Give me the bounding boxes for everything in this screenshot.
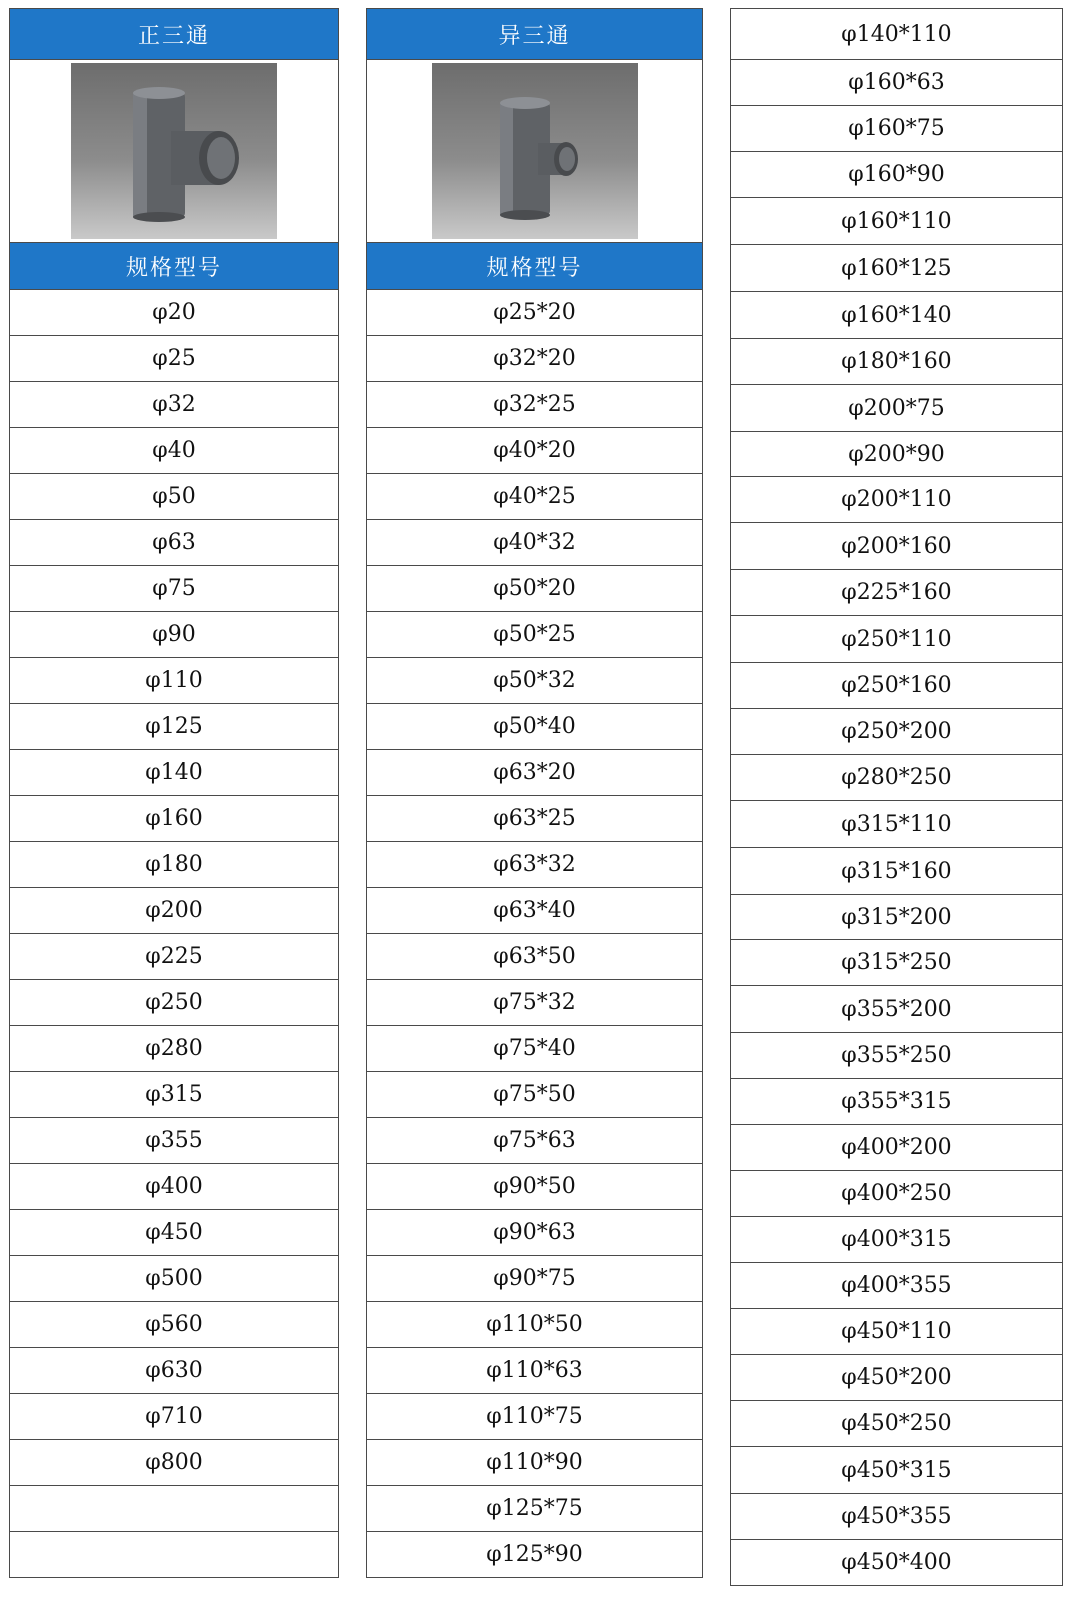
reducing-tee-continued-table	[730, 8, 1063, 1586]
equal-tee-pipe-fitting-icon	[71, 63, 277, 239]
spec-cell: φ110	[10, 658, 339, 704]
reducing-tee-title: 异三通	[367, 9, 703, 60]
spec-cell: φ180*160	[731, 339, 1063, 385]
spec-cell: φ450	[10, 1210, 339, 1256]
spec-cell: φ140*110	[731, 9, 1063, 60]
spec-cell: φ50*32	[367, 658, 703, 704]
spec-cell: φ315*110	[731, 801, 1063, 848]
spec-cell: φ160*140	[731, 292, 1063, 339]
spec-cell: φ63*40	[367, 888, 703, 934]
spec-cell: φ110*75	[367, 1394, 703, 1440]
spec-cell: φ63*32	[367, 842, 703, 888]
spec-cell: φ32*20	[367, 336, 703, 382]
spec-cell: φ40	[10, 428, 339, 474]
spec-cell: φ63*50	[367, 934, 703, 980]
spec-cell: φ250*110	[731, 616, 1063, 663]
spec-cell: φ50	[10, 474, 339, 520]
spec-cell: φ75*40	[367, 1026, 703, 1072]
spec-cell: φ315*160	[731, 848, 1063, 895]
spec-cell: φ450*315	[731, 1447, 1063, 1494]
reducing-tee-continued-column	[730, 8, 1063, 1586]
spec-cell: φ355*315	[731, 1079, 1063, 1125]
reducing-tee-table-column	[366, 8, 703, 1578]
equal-tee-table	[9, 8, 339, 1578]
spec-cell: φ400*355	[731, 1263, 1063, 1309]
spec-cell: φ400	[10, 1164, 339, 1210]
spec-cell: φ90	[10, 612, 339, 658]
spec-cell: φ450*200	[731, 1355, 1063, 1401]
spec-cell: φ160*125	[731, 245, 1063, 292]
spec-cell: φ280*250	[731, 755, 1063, 801]
spec-cell: φ125*75	[367, 1486, 703, 1532]
equal-tee-title: 正三通	[10, 9, 339, 60]
spec-cell: φ250*200	[731, 709, 1063, 755]
spec-cell: φ110*90	[367, 1440, 703, 1486]
spec-cell: φ250	[10, 980, 339, 1026]
spec-cell: φ25*20	[367, 290, 703, 336]
spec-cell: φ160*110	[731, 198, 1063, 245]
spec-cell: φ75*63	[367, 1118, 703, 1164]
spec-cell: φ63*20	[367, 750, 703, 796]
spec-cell: φ200*90	[731, 432, 1063, 477]
spec-cell: φ250*160	[731, 663, 1063, 709]
spec-cell: φ63*25	[367, 796, 703, 842]
spec-cell: φ200	[10, 888, 339, 934]
spec-cell: φ125*90	[367, 1532, 703, 1578]
spec-cell: φ225	[10, 934, 339, 980]
reducing-tee-table	[366, 8, 703, 1578]
spec-cell: φ75*50	[367, 1072, 703, 1118]
spec-cell: φ75	[10, 566, 339, 612]
spec-cell: φ400*250	[731, 1171, 1063, 1217]
spec-cell: φ50*25	[367, 612, 703, 658]
spec-cell: φ40*25	[367, 474, 703, 520]
spec-cell: φ200*75	[731, 385, 1063, 432]
spec-cell: φ40*32	[367, 520, 703, 566]
spec-cell: φ32	[10, 382, 339, 428]
spec-cell: φ280	[10, 1026, 339, 1072]
spec-cell: φ160*90	[731, 152, 1063, 198]
reducing-tee-subtitle: 规格型号	[367, 243, 703, 290]
spec-cell: φ20	[10, 290, 339, 336]
spec-cell: φ50*40	[367, 704, 703, 750]
spec-cell: φ75*32	[367, 980, 703, 1026]
spec-cell: φ710	[10, 1394, 339, 1440]
spec-cell	[10, 1532, 339, 1578]
reducing-tee-image-cell	[367, 60, 703, 243]
spec-cell: φ500	[10, 1256, 339, 1302]
spec-cell: φ450*250	[731, 1401, 1063, 1447]
spec-cell: φ160	[10, 796, 339, 842]
spec-cell: φ180	[10, 842, 339, 888]
spec-cell: φ225*160	[731, 570, 1063, 616]
spec-cell: φ40*20	[367, 428, 703, 474]
spec-cell: φ355*250	[731, 1033, 1063, 1079]
spec-cell: φ315	[10, 1072, 339, 1118]
spec-cell: φ400*315	[731, 1217, 1063, 1263]
spec-cell: φ450*400	[731, 1540, 1063, 1586]
spec-cell: φ90*50	[367, 1164, 703, 1210]
spec-cell: φ315*250	[731, 940, 1063, 986]
spec-cell: φ630	[10, 1348, 339, 1394]
spec-cell: φ90*63	[367, 1210, 703, 1256]
spec-cell: φ160*63	[731, 60, 1063, 106]
equal-tee-subtitle: 规格型号	[10, 243, 339, 290]
spec-cell: φ400*200	[731, 1125, 1063, 1171]
spec-cell: φ315*200	[731, 895, 1063, 940]
spec-cell: φ25	[10, 336, 339, 382]
spec-cell: φ125	[10, 704, 339, 750]
equal-tee-image-cell	[10, 60, 339, 243]
spec-cell: φ560	[10, 1302, 339, 1348]
spec-cell: φ450*110	[731, 1309, 1063, 1355]
spec-cell: φ200*160	[731, 523, 1063, 570]
spec-cell: φ90*75	[367, 1256, 703, 1302]
reducing-tee-pipe-fitting-icon	[432, 63, 638, 239]
spec-cell: φ450*355	[731, 1494, 1063, 1540]
spec-cell: φ800	[10, 1440, 339, 1486]
spec-cell: φ32*25	[367, 382, 703, 428]
spec-cell: φ110*50	[367, 1302, 703, 1348]
spec-cell: φ355*200	[731, 986, 1063, 1033]
spec-cell	[10, 1486, 339, 1532]
spec-cell: φ200*110	[731, 477, 1063, 523]
spec-cell: φ140	[10, 750, 339, 796]
spec-cell: φ110*63	[367, 1348, 703, 1394]
equal-tee-table-column	[9, 8, 339, 1578]
spec-cell: φ50*20	[367, 566, 703, 612]
spec-cell: φ160*75	[731, 106, 1063, 152]
spec-cell: φ63	[10, 520, 339, 566]
spec-cell: φ355	[10, 1118, 339, 1164]
